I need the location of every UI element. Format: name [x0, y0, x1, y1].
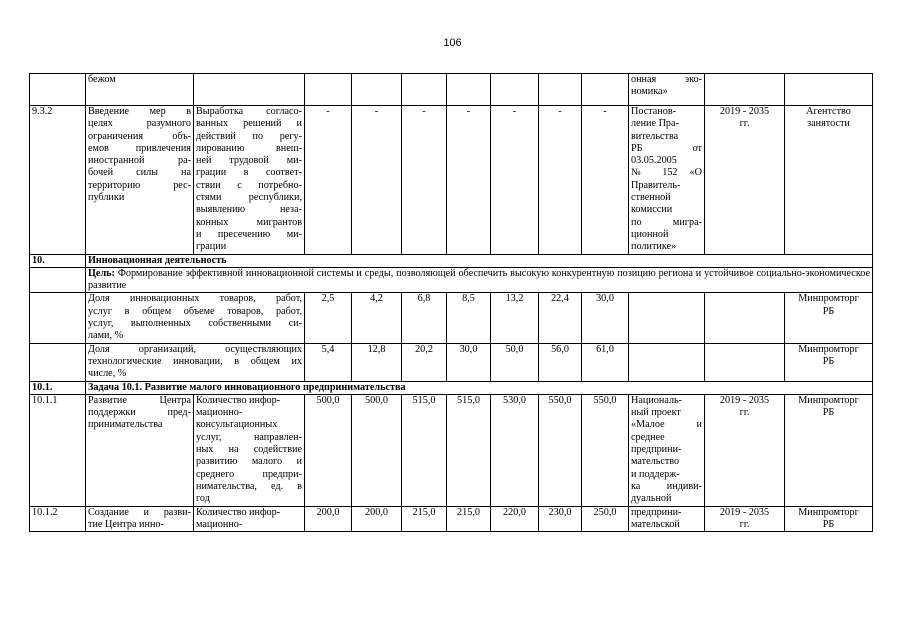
value-cell: 61,0 — [582, 343, 629, 381]
period-cell: 2019 - 2035 гг. — [705, 506, 785, 532]
value-cell: 4,2 — [352, 293, 402, 343]
program-table — [29, 73, 873, 532]
indicator-name: Количество инфор- мационно- консультационных услуг, направлен- ных на содействие развитию малого и среднего предпри- нимательства, ед. в год — [194, 394, 305, 506]
value-cell: - — [582, 106, 629, 255]
indicator-row — [30, 293, 873, 343]
section-title: Инновационная деятельность — [86, 254, 873, 267]
indicator-name: Выработка согласо- ванных решений и действий по регу- лированию внеш- ней трудовой ми- грации в соответ- ствии с потребно- стями республики, выявлению неза- конных мигрантов и пресечению ми- грации — [194, 106, 305, 255]
executor-cell: Минпромторг РБ — [785, 394, 873, 506]
value-cell: 550,0 — [582, 394, 629, 506]
indicator-name: Доля инновационных товаров, работ, услуг в общем объеме товаров, работ, услуг, выполненных собственными си- лами, % — [86, 293, 305, 343]
executor-cell: Агентство занятости — [785, 106, 873, 255]
section-title: Задача 10.1. Развитие малого инновационного предпринимательства — [86, 381, 873, 394]
value-cell: 250,0 — [582, 506, 629, 532]
section-number: 10. — [30, 254, 86, 267]
goal-label: Цель: — [88, 267, 115, 279]
goal-row — [30, 267, 873, 293]
row-number: 10.1.1 — [30, 394, 86, 506]
table-row — [30, 394, 873, 506]
document-cell: онная эко- номика» — [629, 74, 705, 106]
value-cell: 5,4 — [305, 343, 352, 381]
row-number — [30, 74, 86, 106]
value-cell: 2,5 — [305, 293, 352, 343]
document-cell: Постанов- ление Пра- вительства РБ от 03.05.2005 № 152 «О Правитель- ственной комиссии по мигра- ционной политике» — [629, 106, 705, 255]
value-cell: 515,0 — [447, 394, 491, 506]
measure-name: бежом — [86, 74, 194, 106]
value-cell: - — [539, 106, 582, 255]
table-row — [30, 106, 873, 255]
measure-name: Создание и разви- тие Центра инно- — [86, 506, 194, 532]
value-cell: 22,4 — [539, 293, 582, 343]
indicator-row — [30, 343, 873, 381]
value-cell: 230,0 — [539, 506, 582, 532]
page-number: 106 — [443, 37, 462, 49]
executor-cell: Минпромторг РБ — [785, 343, 873, 381]
value-cell: - — [402, 106, 447, 255]
value-cell: 30,0 — [447, 343, 491, 381]
value-cell: 12,8 — [352, 343, 402, 381]
indicator-name: Доля организаций, осуществляющих технологические инновации, в общем их числе, % — [86, 343, 305, 381]
document-cell: предприни- мательской — [629, 506, 705, 532]
section-number: 10.1. — [30, 381, 86, 394]
value-cell: 220,0 — [491, 506, 539, 532]
section-row — [30, 254, 873, 267]
value-cell: 500,0 — [352, 394, 402, 506]
value-cell: 200,0 — [352, 506, 402, 532]
row-number: 10.1.2 — [30, 506, 86, 532]
goal-text: Цель: Формирование эффективной инновационной системы и среды, позволяющей обеспечить высокую конкурентную позицию региона и устойчивое социально-экономическое развитие — [86, 267, 873, 293]
row-number: 9.3.2 — [30, 106, 86, 255]
value-cell: 550,0 — [539, 394, 582, 506]
value-cell: 20,2 — [402, 343, 447, 381]
period-cell: 2019 - 2035 гг. — [705, 394, 785, 506]
value-cell: - — [305, 106, 352, 255]
value-cell: 8,5 — [447, 293, 491, 343]
document-cell: Националь- ный проект «Малое и среднее предприни- мательство и поддерж- ка индиви- дуальной — [629, 394, 705, 506]
value-cell: 215,0 — [402, 506, 447, 532]
value-cell: 500,0 — [305, 394, 352, 506]
value-cell: 13,2 — [491, 293, 539, 343]
value-cell: 6,8 — [402, 293, 447, 343]
indicator-name: Количество инфор- мационно- — [194, 506, 305, 532]
executor-cell: Минпромторг РБ — [785, 506, 873, 532]
executor-cell: Минпромторг РБ — [785, 293, 873, 343]
section-row — [30, 381, 873, 394]
value-cell: 56,0 — [539, 343, 582, 381]
table-row — [30, 506, 873, 532]
table-row — [30, 74, 873, 106]
value-cell: - — [352, 106, 402, 255]
period-cell: 2019 - 2035 гг. — [705, 106, 785, 255]
value-cell: - — [447, 106, 491, 255]
value-cell: 530,0 — [491, 394, 539, 506]
value-cell: 30,0 — [582, 293, 629, 343]
measure-name: Введение мер в целях разумного ограничения объ- емов привлечения иностранной ра- бочей силы на территорию рес- публики — [86, 106, 194, 255]
value-cell: 515,0 — [402, 394, 447, 506]
measure-name: Развитие Центра поддержки пред- принимательства — [86, 394, 194, 506]
value-cell: 215,0 — [447, 506, 491, 532]
value-cell: - — [491, 106, 539, 255]
value-cell: 50,0 — [491, 343, 539, 381]
value-cell: 200,0 — [305, 506, 352, 532]
